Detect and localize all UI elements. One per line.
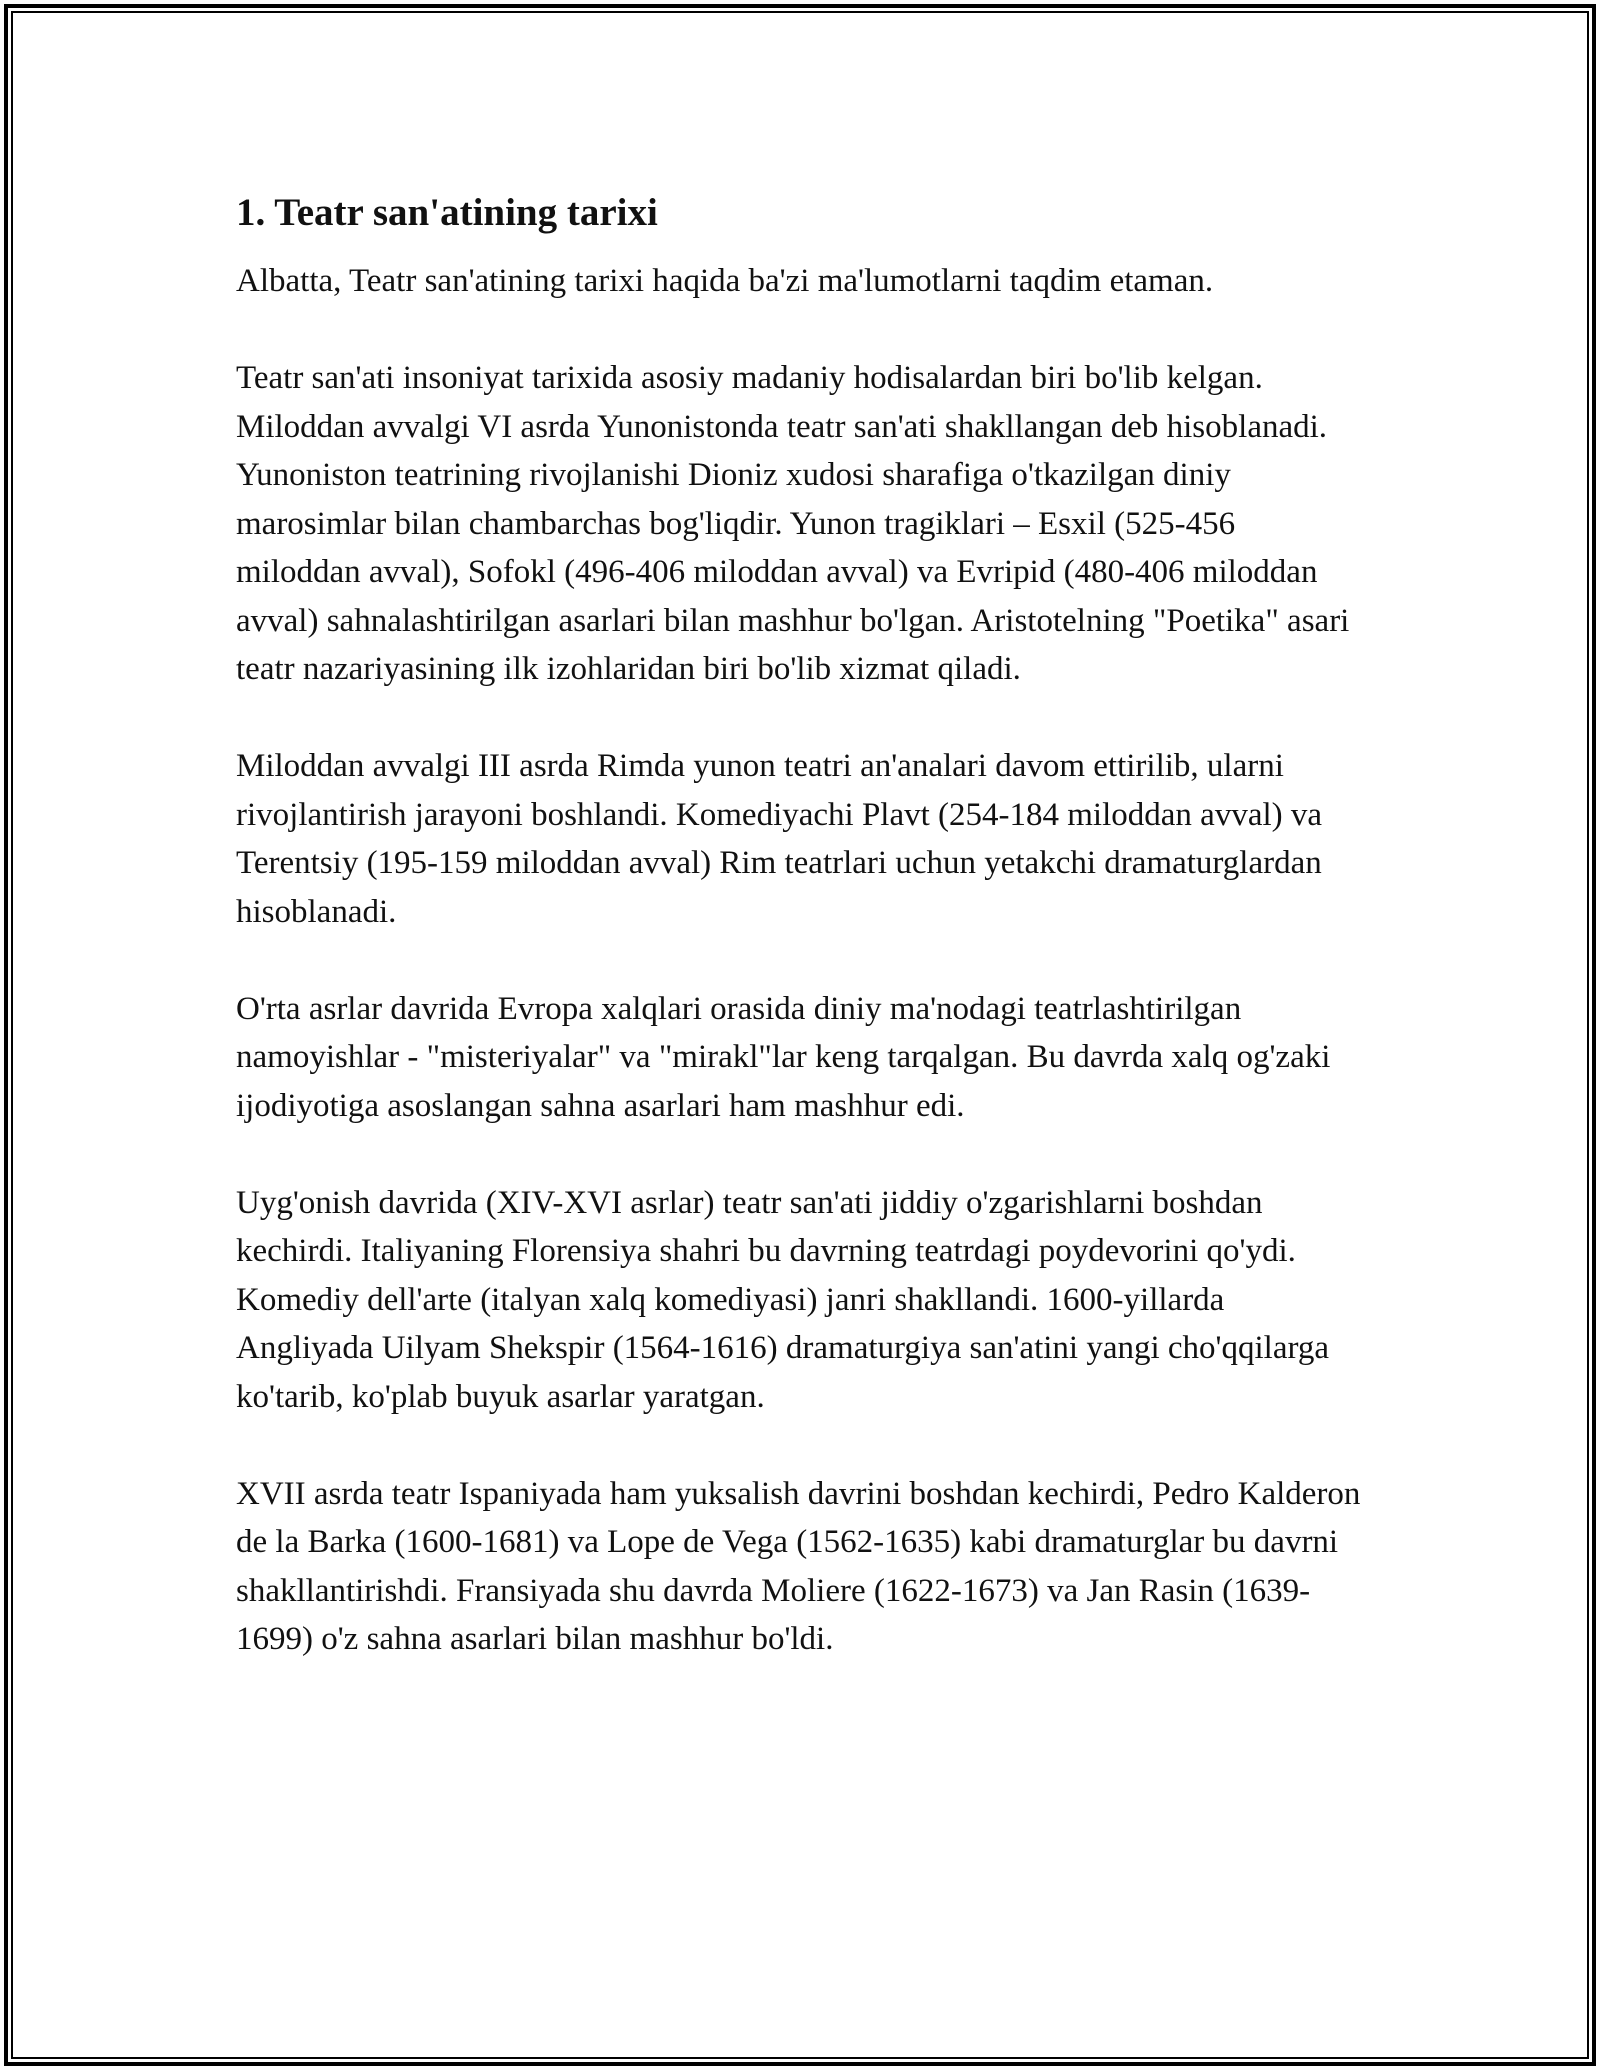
section-heading: 1. Teatr san'atining tarixi [236, 191, 658, 234]
paragraph-greek-theatre: Teatr san'ati insoniyat tarixida asosiy madaniy hodisalardan biri bo'lib kelgan. Miloddan avvalgi VI asrda Yunonistonda teatr san'ati shakllangan deb hisoblanadi. Yunoniston teatrining rivojlanishi Dioniz xudosi sharafiga o'tkazilgan diniy marosimlar bilan chambarchas bog'liqdir. Yunon tragiklari – Esxil (525-456 miloddan avval), Sofokl (496-406 miloddan avval) va Evripid (480-406 miloddan avval) sahnalashtirilgan asarlari bilan mashhur bo'lgan. Aristotelning "Poetika" asari teatr nazariyasining ilk izohlaridan biri bo'lib xizmat qiladi. [236, 360, 1350, 687]
document-body [236, 185, 1364, 1712]
paragraph-renaissance: Uyg'onish davrida (XIV-XVI asrlar) teatr san'ati jiddiy o'zgarishlarni boshdan kechirdi. Italiyaning Florensiya shahri bu davrning teatrdagi poydevorini qo'ydi. Komediy dell'arte (italyan xalq komediyasi) janri shakllandi. 1600-yillarda Angliyada Uilyam Shekspir (1564-1616) dramaturgiya san'atini yangi cho'qqilarga ko'tarib, ko'plab buyuk asarlar yaratgan. [236, 1184, 1330, 1415]
paragraph-roman-theatre: Miloddan avvalgi III asrda Rimda yunon teatri an'analari davom ettirilib, ularni rivojlantirish jarayoni boshlandi. Komediyachi Plavt (254-184 miloddan avval) va Terentsiy (195-159 miloddan avval) Rim teatrlari uchun yetakchi dramaturglardan hisoblanadi. [236, 748, 1323, 930]
paragraph-middle-ages: O'rta asrlar davrida Evropa xalqlari orasida diniy ma'nodagi teatrlashtirilgan namoyishlar - "misteriyalar" va "mirakl"lar keng tarqalgan. Bu davrda xalq og'zaki ijodiyotiga asoslangan sahna asarlari ham mashhur edi. [236, 990, 1331, 1124]
paragraph-intro: Albatta, Teatr san'atining tarixi haqida ba'zi ma'lumotlarni taqdim etaman. [236, 263, 1214, 299]
paragraph-17th-century: XVII asrda teatr Ispaniyada ham yuksalish davrini boshdan kechirdi, Pedro Kalderon de la Barka (1600-1681) va Lope de Vega (1562-1635) kabi dramaturglar bu davrni shakllantirishdi. Fransiyada shu davrda Moliere (1622-1673) va Jan Rasin (1639-1699) o'z sahna asarlari bilan mashhur bo'ldi. [236, 1475, 1361, 1657]
